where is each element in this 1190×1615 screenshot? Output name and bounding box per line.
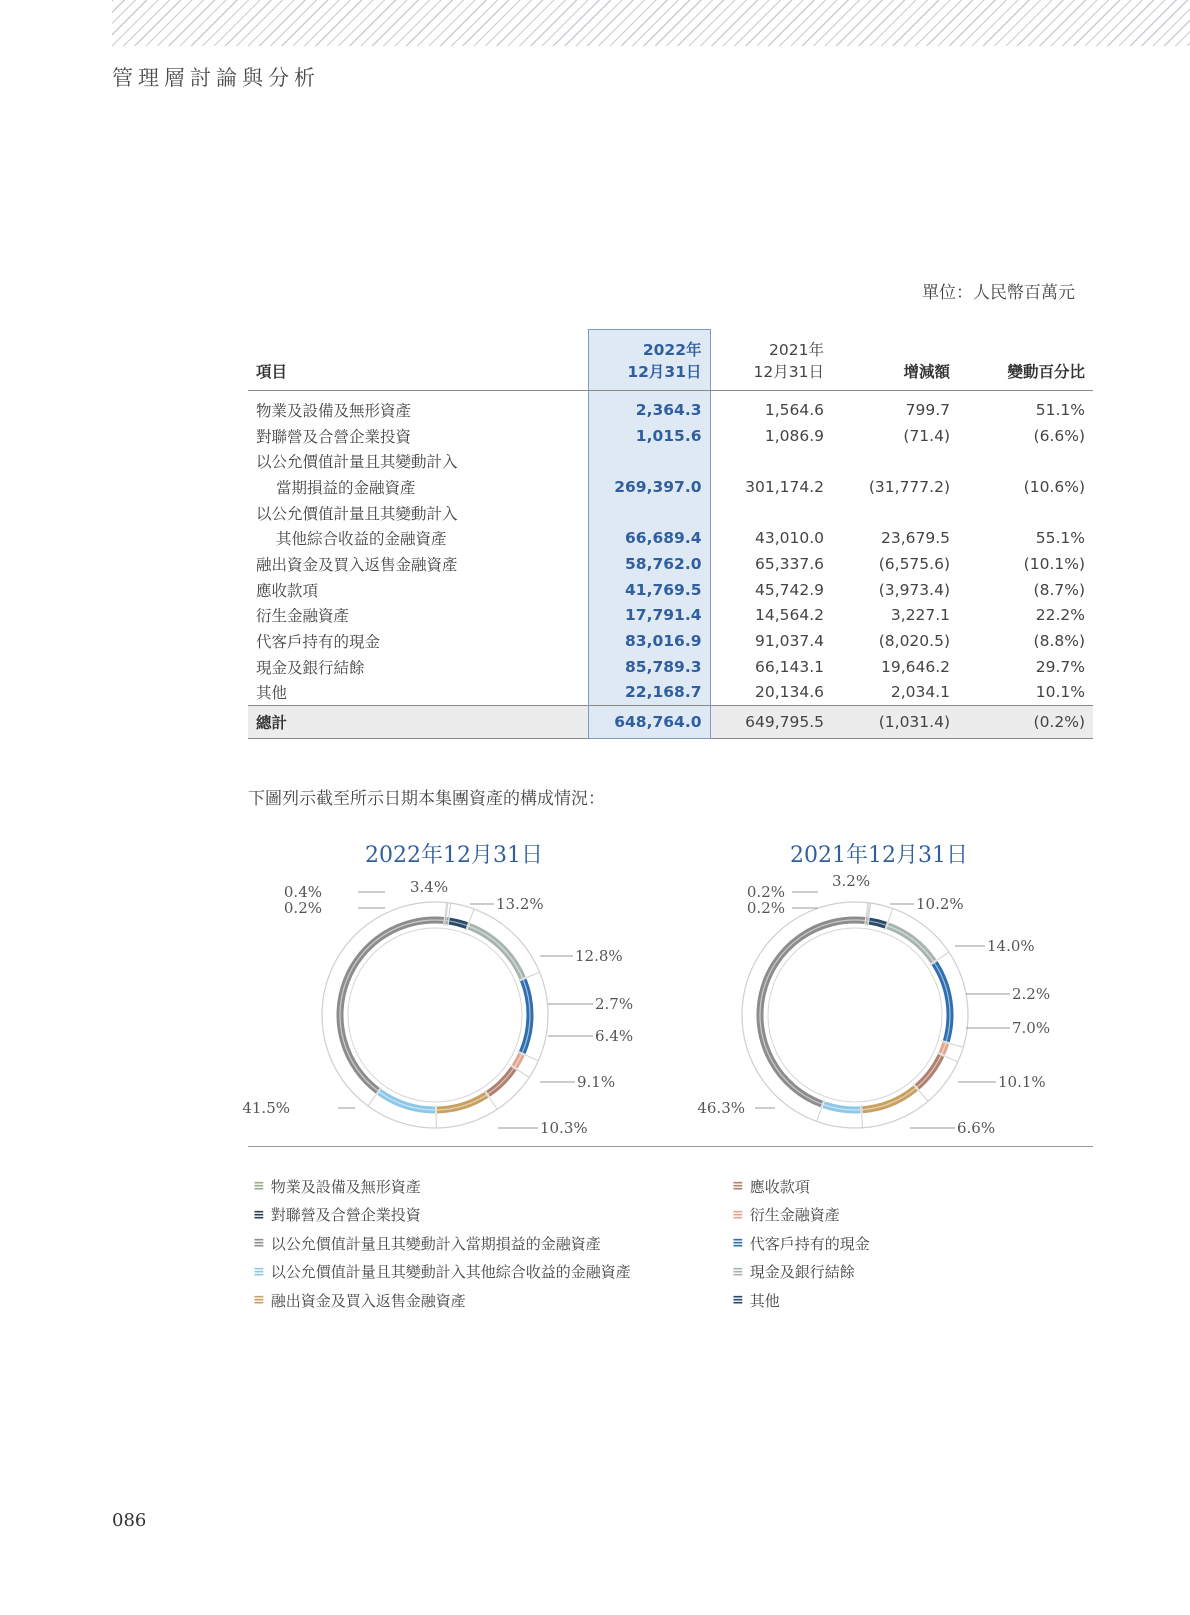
legend-swatch-icon: ≡ — [732, 1206, 744, 1223]
legend-label: 融出資金及買入返售金融資產 — [270, 1291, 466, 1310]
value-2021: 65,337.6 — [754, 554, 824, 573]
chart-intro-text: 下圖列示截至所示日期本集團資產的構成情況： — [248, 789, 605, 809]
legend-label: 物業及設備及無形資產 — [270, 1177, 421, 1196]
legend-label: 現金及銀行結餘 — [749, 1263, 855, 1282]
value-change-pct: (8.8%) — [1033, 632, 1085, 651]
row-label: 衍生金融資產 — [256, 607, 350, 626]
slice-value-label: 7.0% — [1012, 1019, 1051, 1037]
chart-title-2022: 2022年12月31日 — [365, 843, 543, 868]
legend-swatch-icon: ≡ — [253, 1235, 265, 1252]
value-change: 799.7 — [905, 400, 950, 419]
donut-outer-ring — [322, 902, 548, 1128]
slice-value-label: 9.1% — [577, 1073, 616, 1091]
legend-swatch-icon: ≡ — [253, 1292, 265, 1309]
slice-value-label: 3.2% — [832, 872, 871, 890]
value-2022: 41,769.5 — [588, 577, 710, 603]
value-change: (31,777.2) — [868, 477, 950, 496]
value-change: (8,020.5) — [878, 632, 950, 651]
row-label: 對聯營及合營企業投資 — [256, 427, 412, 446]
header-2022-date: 12月31日 — [627, 363, 702, 381]
legend-item — [253, 1229, 631, 1258]
value-2022: 17,791.4 — [588, 603, 710, 629]
slice-value-label: 13.2% — [496, 895, 544, 913]
header-2021-date: 12月31日 — [753, 363, 824, 381]
legend-right — [732, 1172, 870, 1315]
legend-left — [253, 1172, 631, 1315]
slice-value-label: 10.2% — [916, 895, 964, 913]
donut-slice-2 — [340, 920, 444, 1091]
value-2022: 85,789.3 — [588, 654, 710, 680]
donut-inner-ring — [768, 928, 942, 1102]
value-change: 2,034.1 — [890, 683, 950, 702]
legend-swatch-icon: ≡ — [732, 1263, 744, 1280]
value-2022: 1,015.6 — [588, 423, 710, 449]
legend-label: 代客戶持有的現金 — [749, 1234, 870, 1253]
legend-label: 應收款項 — [749, 1177, 810, 1196]
slice-value-label: 2.7% — [595, 995, 634, 1013]
chart-divider — [248, 1146, 1093, 1147]
value-change: 3,227.1 — [890, 606, 950, 625]
value-change-pct: 22.2% — [1035, 606, 1085, 625]
slice-value-label: 6.6% — [957, 1119, 996, 1137]
legend-item — [732, 1229, 870, 1258]
donut-slice-highlight-2 — [760, 920, 865, 1104]
legend-item — [253, 1286, 631, 1315]
row-label: 其他綜合收益的金融資產 — [276, 530, 447, 549]
value-2021: 1,564.6 — [764, 400, 824, 419]
header-change: 增減額 — [832, 330, 958, 391]
slice-value-label: 3.4% — [410, 878, 449, 896]
value-2021: 45,742.9 — [754, 580, 824, 599]
header-2021-year: 2021年 — [769, 341, 824, 359]
slice-value-label: 10.3% — [540, 1119, 588, 1137]
header-change-pct: 變動百分比 — [958, 330, 1093, 391]
value-change: (6,575.6) — [878, 554, 950, 573]
slice-value-label: 0.2% — [746, 883, 785, 901]
row-label: 當期損益的金融資產 — [276, 478, 416, 497]
value-2021: 66,143.1 — [754, 657, 824, 676]
donut-chart-0 — [242, 878, 633, 1137]
donut-chart-1 — [697, 872, 1050, 1137]
slice-value-label: 0.2% — [746, 899, 785, 917]
value-change: 23,679.5 — [880, 529, 950, 548]
value-change-pct: (8.7%) — [1033, 580, 1085, 599]
value-change-pct: 51.1% — [1035, 400, 1085, 419]
slice-value-label: 12.8% — [575, 947, 623, 965]
row-label: 代客戶持有的現金 — [256, 633, 381, 652]
value-change: (71.4) — [903, 426, 950, 445]
value-2022: 2,364.3 — [588, 391, 710, 423]
slice-value-label: 10.1% — [998, 1073, 1046, 1091]
row-label: 現金及銀行結餘 — [256, 658, 365, 677]
total-2021: 649,795.5 — [710, 706, 832, 739]
row-label: 物業及設備及無形資產 — [256, 401, 412, 420]
value-2022: 66,689.4 — [588, 525, 710, 551]
slice-value-label: 0.2% — [283, 899, 322, 917]
value-change-pct: (10.1%) — [1023, 554, 1085, 573]
legend-label: 衍生金融資產 — [749, 1206, 840, 1225]
legend-item — [253, 1172, 631, 1201]
row-label: 以公允價值計量且其變動計入 — [256, 453, 458, 472]
row-label: 以公允價值計量且其變動計入 — [256, 504, 458, 523]
header-item: 項目 — [248, 330, 588, 391]
slice-value-label: 6.4% — [595, 1027, 634, 1045]
value-change-pct: (10.6%) — [1023, 477, 1085, 496]
legend-swatch-icon: ≡ — [732, 1292, 744, 1309]
value-2022: 83,016.9 — [588, 628, 710, 654]
page-number: 086 — [112, 1510, 147, 1531]
legend-swatch-icon: ≡ — [732, 1178, 744, 1195]
total-2022: 648,764.0 — [588, 706, 710, 739]
legend-item — [732, 1201, 870, 1230]
value-2021: 43,010.0 — [754, 529, 824, 548]
total-change-pct: (0.2%) — [958, 706, 1093, 739]
value-2021: 1,086.9 — [764, 426, 824, 445]
value-2022: 58,762.0 — [588, 551, 710, 577]
donut-slice-7 — [935, 963, 950, 1041]
legend-swatch-icon: ≡ — [253, 1206, 265, 1223]
legend-swatch-icon: ≡ — [732, 1235, 744, 1252]
section-title: 管理層討論與分析 — [112, 66, 320, 90]
value-2021: 301,174.2 — [745, 477, 824, 496]
unit-note: 單位：人民幣百萬元 — [922, 283, 1075, 303]
legend-item — [253, 1201, 631, 1230]
value-change-pct: (6.6%) — [1033, 426, 1085, 445]
legend-swatch-icon: ≡ — [253, 1263, 265, 1280]
value-change-pct: 55.1% — [1035, 529, 1085, 548]
value-change-pct: 10.1% — [1035, 683, 1085, 702]
value-2021: 14,564.2 — [754, 606, 824, 625]
donut-slice-3 — [379, 1092, 435, 1110]
donut-slice-8 — [888, 926, 934, 962]
row-label: 應收款項 — [256, 581, 319, 600]
slice-value-label: 14.0% — [987, 937, 1035, 955]
slice-value-label: 46.3% — [697, 1099, 745, 1117]
donut-slice-4 — [437, 1095, 486, 1110]
row-label: 其他 — [256, 684, 288, 703]
value-2022: 269,397.0 — [588, 474, 710, 500]
donut-outer-ring — [742, 902, 968, 1128]
value-change-pct: 29.7% — [1035, 657, 1085, 676]
donut-slice-4 — [862, 1088, 915, 1110]
slice-value-label: 41.5% — [242, 1099, 290, 1117]
value-change: (3,973.4) — [878, 580, 950, 599]
row-label: 融出資金及買入返售金融資產 — [256, 555, 458, 574]
legend-label: 其他 — [749, 1291, 780, 1310]
donut-inner-ring — [348, 928, 522, 1102]
legend-item — [253, 1258, 631, 1287]
value-2022: 22,168.7 — [588, 680, 710, 706]
donut-slice-2 — [760, 920, 865, 1104]
total-change: (1,031.4) — [832, 706, 958, 739]
value-2021: 20,134.6 — [754, 683, 824, 702]
legend-item — [732, 1258, 870, 1287]
slice-value-label: 0.4% — [283, 883, 322, 901]
slice-value-label: 2.2% — [1012, 985, 1051, 1003]
value-change: 19,646.2 — [880, 657, 950, 676]
legend-label: 以公允價值計量且其變動計入其他綜合收益的金融資產 — [270, 1263, 631, 1282]
legend-item — [732, 1286, 870, 1315]
total-label: 總計 — [248, 706, 588, 739]
value-2021: 91,037.4 — [754, 632, 824, 651]
legend-item — [732, 1172, 870, 1201]
chart-title-2021: 2021年12月31日 — [790, 843, 968, 868]
header-2022-year: 2022年 — [642, 341, 702, 359]
legend-swatch-icon: ≡ — [253, 1178, 265, 1195]
legend-label: 以公允價值計量且其變動計入當期損益的金融資產 — [270, 1234, 601, 1253]
legend-label: 對聯營及合營企業投資 — [270, 1206, 421, 1225]
